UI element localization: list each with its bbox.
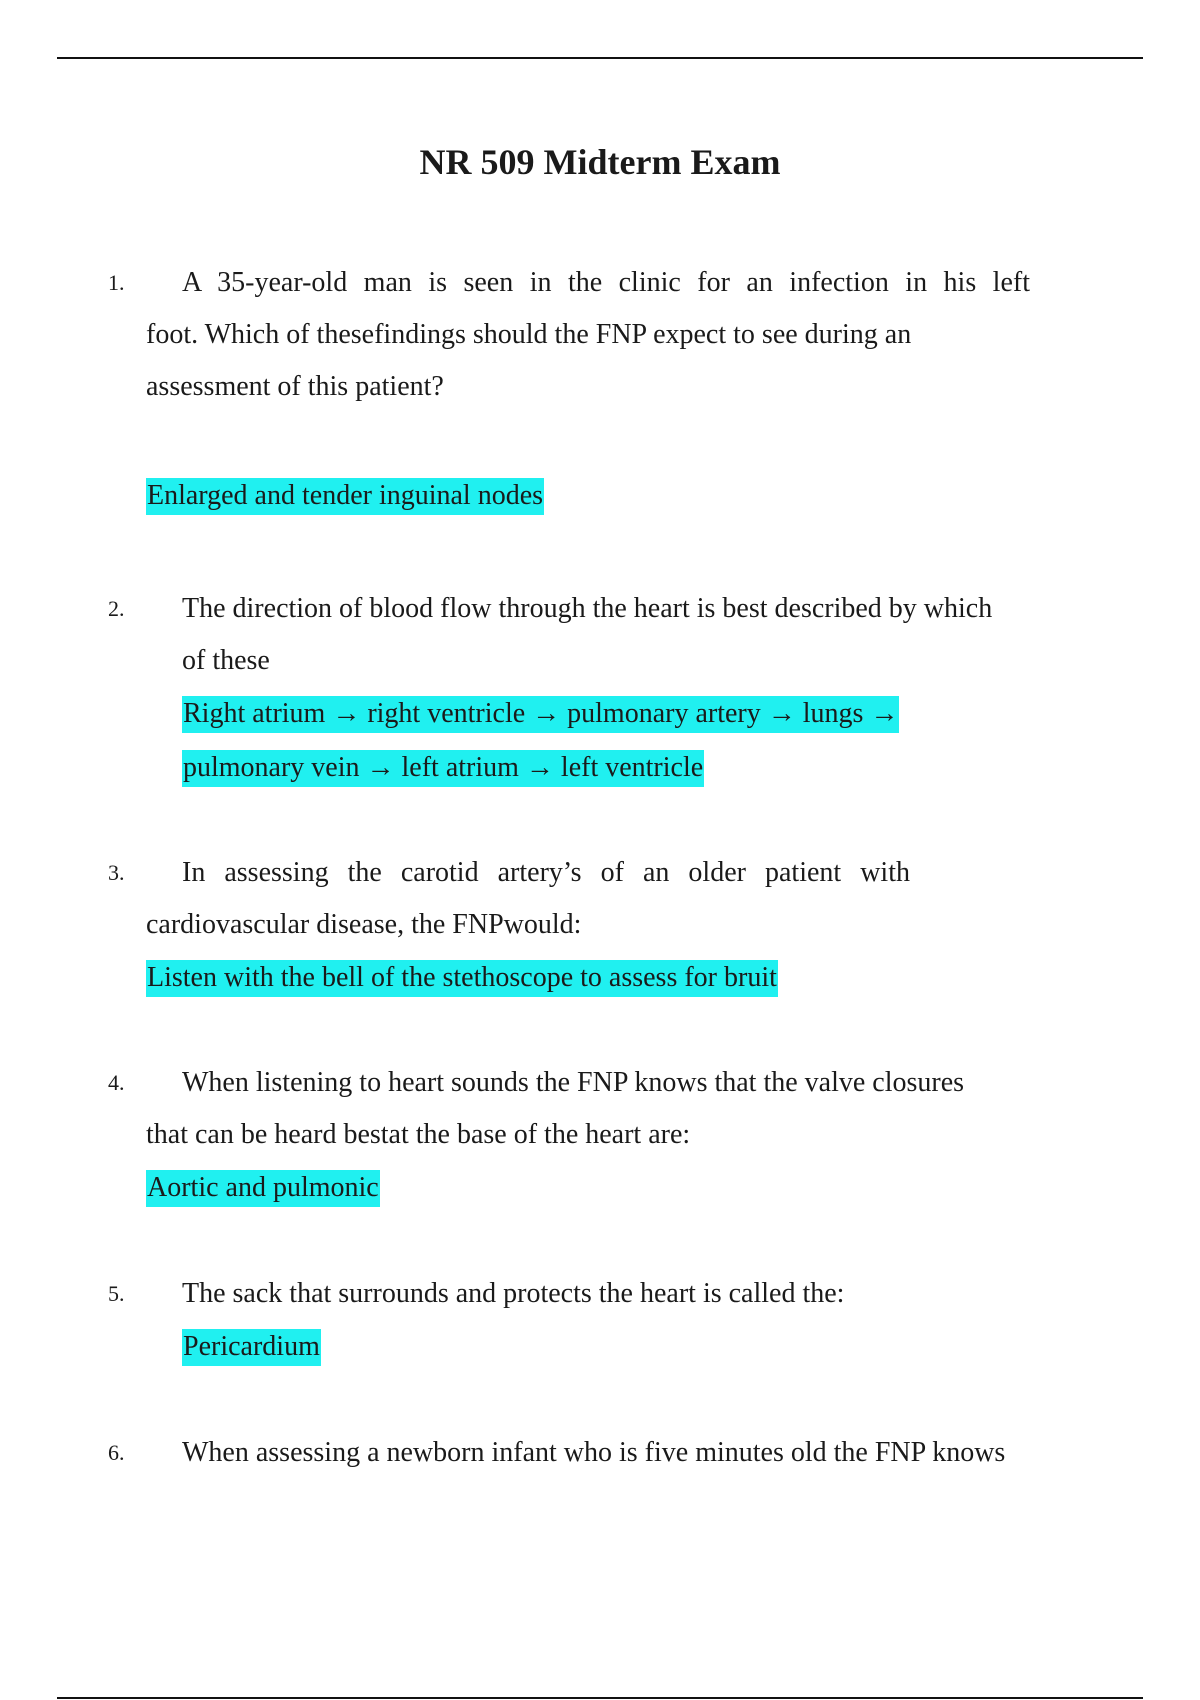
answer-highlight: Aortic and pulmonic bbox=[146, 1162, 380, 1214]
question-text-line: When listening to heart sounds the FNP knows that the valve closures bbox=[182, 1067, 965, 1098]
question-number: 6. bbox=[108, 1440, 125, 1465]
question-number: 3. bbox=[108, 860, 125, 885]
question-text-line: When assessing a newborn infant who is five minutes old the FNP knows bbox=[182, 1437, 1006, 1468]
question-text-line: The direction of blood flow through the heart is best described by which bbox=[182, 593, 993, 624]
answer-highlight: Listen with the bell of the stethoscope to assess for bruit bbox=[146, 952, 778, 1004]
question-text-line: In assessing the carotid artery’s of an older patient with bbox=[182, 857, 910, 888]
answer-highlight: Enlarged and tender inguinal nodes bbox=[146, 470, 544, 522]
question-text-line: foot. Which of thesefindings should the FNP expect to see during an bbox=[146, 319, 912, 350]
page-title: NR 509 Midterm Exam bbox=[419, 142, 781, 182]
answer-highlight: Right atrium → right ventricle → pulmonary artery → lungs → bbox=[182, 688, 899, 740]
question-text-line: that can be heard bestat the base of the heart are: bbox=[146, 1119, 691, 1150]
bottom-rule bbox=[57, 1697, 1143, 1699]
question-number: 2. bbox=[108, 596, 125, 621]
question-text-line: of these bbox=[182, 645, 270, 676]
question-number: 5. bbox=[108, 1281, 125, 1306]
answer-highlight: pulmonary vein → left atrium → left ventricle bbox=[182, 742, 704, 794]
top-rule bbox=[57, 57, 1143, 59]
question-text-line: cardiovascular disease, the FNPwould: bbox=[146, 909, 582, 940]
question-number: 1. bbox=[108, 270, 125, 295]
question-number: 4. bbox=[108, 1070, 125, 1095]
question-text-line: A 35-year-old man is seen in the clinic for an infection in his left bbox=[182, 267, 1030, 298]
question-text-line: assessment of this patient? bbox=[146, 371, 444, 402]
question-text-line: The sack that surrounds and protects the heart is called the: bbox=[182, 1278, 845, 1309]
answer-highlight: Pericardium bbox=[182, 1321, 321, 1373]
